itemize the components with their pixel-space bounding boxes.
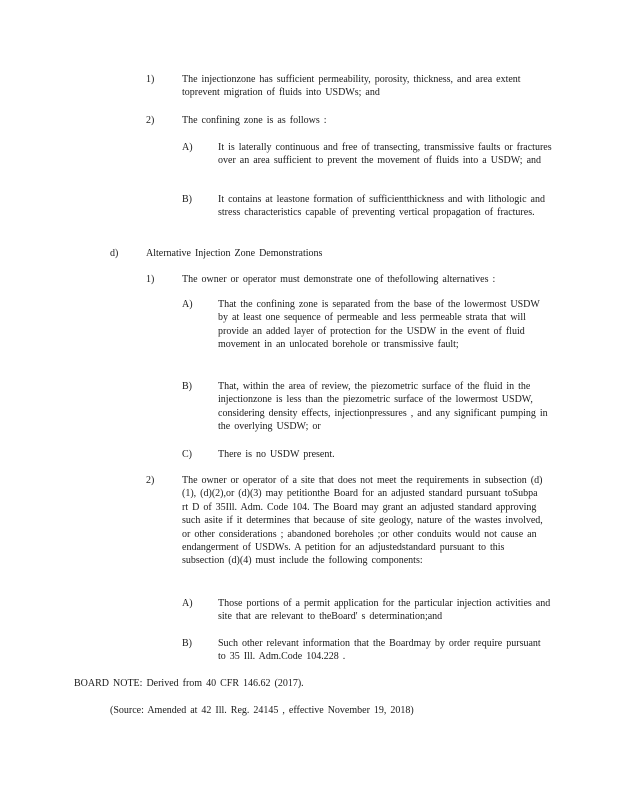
item-text: The confining zone is as follows : (182, 115, 327, 126)
item-text: The owner or operator must demonstrate one of thefollowing alternatives : (182, 274, 496, 285)
board-note-text: BOARD NOTE: Derived from 40 CFR 146.62 (2017). (74, 678, 304, 689)
item-text: Those portions of a permit application for the particular injection activities and site that are relevant to theBoard' s determination;and (218, 598, 551, 623)
item-label: A) (182, 598, 193, 609)
item-label: B) (182, 638, 192, 649)
item-text: That, within the area of review, the piezometric surface of the fluid in the injectionzone is less than the piezometric surface of the lowermost USDW, considering density effects, injectionpressures , and any significant pumping in the overlying USDW; or (218, 381, 548, 433)
item-text: It contains at leastone formation of sufficientthickness and with lithologic and stress characteristics capable of preventing vertical propagation of fractures. (218, 194, 545, 219)
item-label: 2) (146, 115, 155, 126)
item-label: A) (182, 142, 193, 153)
item-text: Such other relevant information that the Boardmay by order require pursuant to 35 Ill. Adm.Code 104.228 . (218, 638, 541, 663)
item-text: The owner or operator of a site that does not meet the requirements in subsection (d)(1), (d)(2),or (d)(3) may petitionthe Board for an adjusted standard pursuant toSubpa rt D of 35Ill. Adm. Code 104. The Board may grant an adjusted standard approving such asite if it determines that because of site geology, nature of the wastes involved, or other considerations ; abandoned boreholes ;or other conduits would not cause an endangerment of USDWs. A petition for an adjustedstandard pursuant to this subsection (d)(4) must include the following components: (182, 475, 543, 567)
item-text: That the confining zone is separated from the base of the lowermost USDW by at least one sequence of permeable and less permeable strata that will provide an added layer of protection for the USDW in the event of fluid movement in an unlocated borehole or transmissive fault; (218, 299, 540, 351)
item-text: Alternative Injection Zone Demonstrations (146, 248, 323, 259)
item-label: C) (182, 449, 192, 460)
item-label: d) (110, 248, 119, 259)
item-text: There is no USDW present. (218, 449, 335, 460)
item-label: B) (182, 194, 192, 205)
item-label: 1) (146, 74, 155, 85)
item-text: The injectionzone has sufficient permeability, porosity, thickness, and area extent toprevent migration of fluids into USDWs; and (182, 74, 521, 99)
item-label: A) (182, 299, 193, 310)
item-label: 1) (146, 274, 155, 285)
source-note-text: (Source: Amended at 42 Ill. Reg. 24145 , effective November 19, 2018) (110, 705, 414, 716)
item-text: It is laterally continuous and free of transecting, transmissive faults or fractures over an area sufficient to prevent the movement of fluids into a USDW; and (218, 142, 552, 167)
item-label: B) (182, 381, 192, 392)
item-label: 2) (146, 475, 155, 486)
